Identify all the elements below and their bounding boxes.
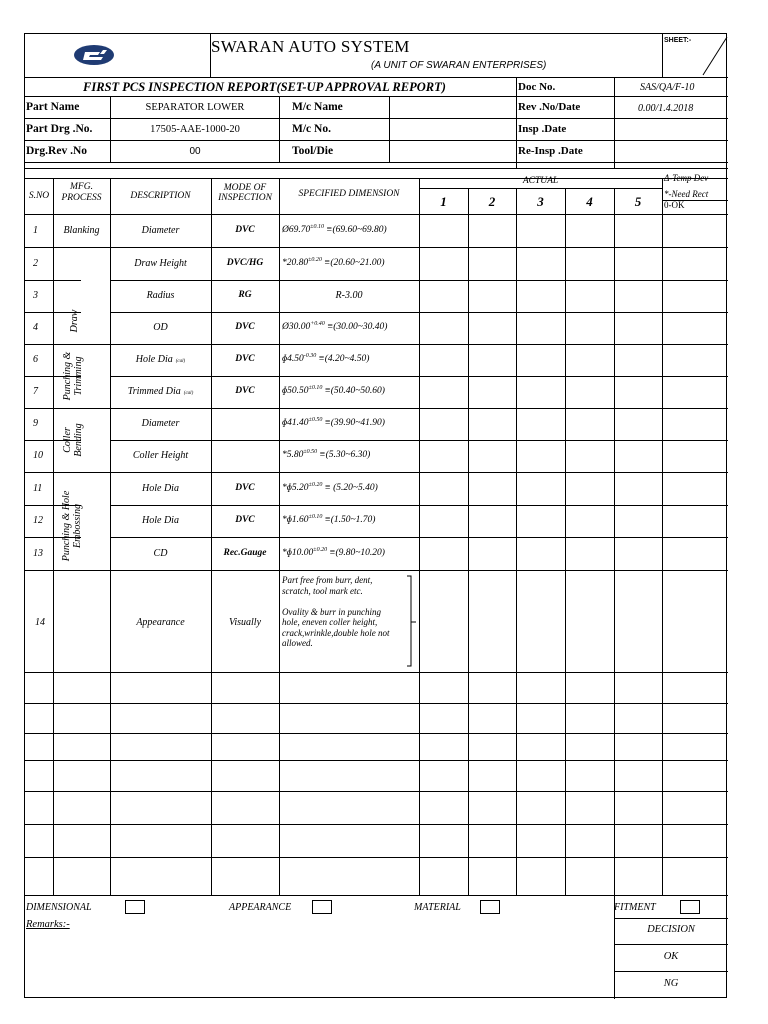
col-actual-5: 5: [634, 194, 642, 209]
fitment-checkbox[interactable]: [680, 900, 700, 914]
actual-cell-1[interactable]: [420, 345, 467, 375]
row14-spec-text: [282, 575, 412, 649]
actual-cell-4[interactable]: [566, 538, 613, 569]
appearance-checkbox[interactable]: [312, 900, 332, 914]
rule: [25, 824, 728, 825]
spec-range: ≡(30.00~30.40): [326, 322, 388, 332]
actual-cell-4[interactable]: [566, 313, 613, 343]
row-description: [110, 449, 211, 462]
col-mode-2: INSPECTION: [218, 193, 272, 203]
spec-nominal: *5.80: [282, 450, 304, 460]
spec-tolerance: ±0.50: [303, 449, 318, 455]
actual-cell-2[interactable]: [469, 441, 516, 471]
row-sno: 2: [33, 258, 38, 269]
row-spec: [282, 514, 375, 527]
row14-spec-line: hole, eneven coller height,: [282, 617, 378, 627]
row-description-note: (cal): [175, 359, 186, 364]
spec-range: ≡(9.80~10.20): [329, 548, 385, 558]
row-description: [110, 321, 211, 334]
actual-cell-3[interactable]: [517, 281, 564, 311]
rule: [211, 178, 212, 895]
row-mode: DVC/HG: [226, 258, 264, 268]
rule: [25, 77, 728, 78]
row14-spec-line: Ovality & burr in punching: [282, 606, 381, 617]
actual-cell-2[interactable]: [469, 281, 516, 311]
row-sno: 4: [33, 322, 38, 333]
mc-no-label: M/c No.: [292, 123, 331, 135]
rule: [25, 168, 728, 169]
footer-dimensional: DIMENSIONAL: [26, 902, 92, 913]
actual-cell-3[interactable]: [517, 215, 564, 246]
actual-cell-1[interactable]: [420, 538, 467, 569]
row14-spec-line: allowed.: [282, 638, 313, 648]
row-sno: 11: [33, 483, 43, 494]
actual-cell-5[interactable]: [615, 409, 662, 439]
rule: [25, 895, 728, 896]
row-sno: 9: [33, 418, 38, 429]
row-description-text: Diameter: [141, 418, 180, 429]
actual-cell-4[interactable]: [566, 441, 613, 471]
actual-cell-2[interactable]: [469, 313, 516, 343]
actual-cell-4[interactable]: [566, 345, 613, 375]
actual-cell-5[interactable]: [615, 441, 662, 471]
reinsp-date-label: Re-Insp .Date: [518, 145, 583, 157]
decision-ok[interactable]: OK: [663, 951, 679, 962]
row-sno: 7: [33, 386, 38, 397]
report-title: FIRST PCS INSPECTION REPORT(SET-UP APPROVAL REPORT): [83, 80, 446, 94]
row14-sno: 14: [35, 617, 45, 628]
spec-nominal: ɸ50.50: [282, 386, 309, 396]
actual-cell-1[interactable]: [420, 409, 467, 439]
rule: [279, 178, 280, 895]
spec-range: ≡(69.60~69.80): [326, 225, 387, 235]
row-mode: RG: [238, 290, 252, 300]
spec-range: ≡(1.50~1.70): [324, 515, 376, 525]
actual-cell-1[interactable]: [420, 248, 467, 279]
rule: [614, 918, 728, 919]
actual-cell-3[interactable]: [517, 506, 564, 536]
rule: [516, 77, 517, 168]
spec-nominal: *ɸ1.60: [282, 515, 309, 525]
spec-nominal: ɸ41.40: [282, 418, 309, 428]
row-description: [110, 257, 211, 270]
actual-cell-2[interactable]: [469, 506, 516, 536]
row-mode: DVC: [235, 386, 255, 396]
actual-cell-5[interactable]: [615, 345, 662, 375]
row14-spec-line: [282, 596, 412, 607]
rule: [25, 791, 728, 792]
col-actual-3: 3: [537, 194, 544, 209]
actual-cell-1[interactable]: [420, 281, 467, 311]
actual-cell-1[interactable]: [420, 473, 467, 504]
row-description-text: Trimmed Dia: [127, 386, 181, 397]
row-description-text: Diameter: [141, 225, 180, 236]
actual-cell-3[interactable]: [517, 409, 564, 439]
actual-cell-5[interactable]: [615, 538, 662, 569]
sheet-slash: [702, 36, 728, 76]
row-spec: [282, 353, 369, 366]
spec-range: ≡(20.60~21.00): [323, 258, 385, 268]
row-description-text: CD: [153, 548, 168, 559]
legend-temp-dev: Δ-Temp Dev: [664, 173, 709, 183]
spec-range: ≡(4.20~4.50): [318, 354, 370, 364]
actual-cell-3[interactable]: [517, 313, 564, 343]
col-description: DESCRIPTION: [130, 191, 191, 201]
spec-tolerance: ±0.20: [308, 482, 323, 488]
rev-value: 0.00/1.4.2018: [638, 103, 694, 114]
footer-material: MATERIAL: [414, 902, 461, 913]
actual-cell-2[interactable]: [469, 409, 516, 439]
row-description-text: OD: [153, 322, 168, 333]
spec-tolerance: +0.40: [310, 321, 325, 327]
actual-cell-3[interactable]: [517, 377, 564, 407]
row-mode: DVC: [235, 354, 255, 364]
row-spec: [282, 385, 385, 398]
row-sno: 13: [33, 548, 43, 559]
actual-cell-5[interactable]: [615, 281, 662, 311]
spec-nominal: *ɸ10.00: [282, 548, 314, 558]
actual-cell-4[interactable]: [566, 377, 613, 407]
insp-date-label: Insp .Date: [518, 123, 567, 135]
company-logo: [73, 44, 115, 66]
actual-cell-1[interactable]: [420, 215, 467, 246]
row14-spec-line: crack,wrinkle,double hole not: [282, 627, 390, 638]
row14-description: Appearance: [136, 617, 185, 628]
part-drg-label: Part Drg .No.: [26, 123, 93, 135]
process-punch-trim: Punching & Trimming: [62, 351, 84, 401]
tool-label: Tool/Die: [292, 145, 334, 157]
company-name: SWARAN AUTO SYSTEM: [211, 37, 410, 56]
actual-cell-3[interactable]: [517, 538, 564, 569]
process-punch-hole: Punching & Hole Embossing: [61, 490, 83, 562]
row-spec: [282, 482, 378, 495]
remarks-field[interactable]: [26, 932, 612, 996]
spec-nominal: ɸ4.50: [282, 354, 304, 364]
row14-spec-line: Part free from burr, dent,: [282, 575, 373, 585]
actual-cell-5[interactable]: [615, 506, 662, 536]
spec-range: ≡(50.40~50.60): [324, 386, 385, 396]
rule: [419, 188, 662, 189]
decision-label: DECISION: [647, 924, 695, 935]
actual-cell-5[interactable]: [615, 473, 662, 504]
actual-cell-2[interactable]: [469, 473, 516, 504]
actual-cell-4[interactable]: [566, 473, 613, 504]
rule: [25, 760, 728, 761]
row-spec: [282, 417, 385, 430]
spec-tolerance: ±0.10: [308, 385, 323, 391]
row-spec: [282, 321, 387, 334]
row14-bracket: [405, 574, 417, 670]
tool-field[interactable]: [390, 141, 516, 162]
actual-cell-4[interactable]: [566, 281, 613, 311]
rule: [25, 96, 728, 97]
rule: [110, 178, 111, 895]
row-mode: DVC: [235, 483, 255, 493]
row-sno: 10: [33, 450, 43, 461]
row-description: [110, 224, 211, 237]
actual-cell-1[interactable]: [420, 377, 467, 407]
process-coller: Coller Bending: [62, 423, 84, 457]
footer-appearance: APPEARANCE: [229, 902, 292, 913]
spec-tolerance: ±0.10: [308, 514, 323, 520]
actual-cell-5[interactable]: [615, 215, 662, 246]
rule: [25, 672, 728, 673]
drg-rev-label: Drg.Rev .No: [26, 145, 87, 157]
spec-range: ≡(39.90~41.90): [324, 418, 385, 428]
row-description: [110, 289, 211, 302]
row14-spec-line: scratch, tool mark etc.: [282, 585, 363, 596]
legend-need-rect: *-Need Rect: [664, 189, 709, 199]
rule: [25, 733, 728, 734]
row-spec: [282, 257, 385, 270]
actual-cell-3[interactable]: [517, 248, 564, 279]
actual-cell-5[interactable]: [615, 248, 662, 279]
doc-no-value: SAS/QA/F-10: [640, 82, 695, 93]
col-mfg-2: PROCESS: [61, 193, 102, 203]
inspection-sheet: [24, 33, 727, 998]
rule: [614, 944, 728, 945]
col-actual: ACTUAL: [522, 176, 559, 186]
rule: [662, 178, 663, 895]
actual-cell-2[interactable]: [469, 215, 516, 246]
drg-rev-value: 00: [189, 146, 201, 157]
row-sno: 12: [33, 515, 43, 526]
row-sno: 3: [33, 290, 38, 301]
legend-ok: 0-OK: [664, 200, 685, 210]
row-description-text: Hole Dia: [135, 354, 173, 365]
actual-cell-2[interactable]: [469, 377, 516, 407]
company-subtitle: (A UNIT OF SWARAN ENTERPRISES): [371, 60, 547, 71]
row-description: [110, 482, 211, 495]
col-actual-4: 4: [586, 194, 593, 209]
row-description: [110, 385, 211, 400]
row-description-text: Draw Height: [134, 258, 187, 269]
row-description: [110, 547, 211, 560]
row-spec: [282, 449, 370, 462]
insp-date-field[interactable]: [615, 119, 728, 140]
row-description-text: Hole Dia: [142, 483, 179, 494]
actual-cell-3[interactable]: [517, 441, 564, 471]
mc-name-label: M/c Name: [292, 101, 343, 113]
spec-nominal: *ɸ5.20: [282, 483, 309, 493]
decision-ng[interactable]: NG: [663, 978, 679, 989]
col-actual-2: 2: [488, 194, 496, 209]
spec-nominal: Ø30.00: [282, 322, 311, 332]
actual-cell-3[interactable]: [517, 345, 564, 375]
rule: [614, 971, 728, 972]
rule: [25, 162, 728, 163]
col-spec: SPECIFIED DIMENSION: [298, 189, 400, 199]
spec-tolerance: ±0.20: [313, 547, 328, 553]
actual-cell-2[interactable]: [469, 538, 516, 569]
actual-cell-5[interactable]: [615, 313, 662, 343]
part-name-value: SEPARATOR LOWER: [145, 102, 245, 113]
row-description-text: Hole Dia: [142, 515, 179, 526]
rule: [279, 96, 280, 162]
col-actual-1: 1: [440, 194, 447, 209]
process-draw: Draw: [69, 309, 80, 333]
doc-no-label: Doc No.: [518, 81, 556, 93]
rule: [53, 178, 54, 895]
row-sno: 1: [33, 225, 38, 236]
actual-cell-2[interactable]: [469, 345, 516, 375]
spec-range: ≡(5.30~6.30): [319, 450, 371, 460]
row-mode: DVC: [235, 225, 255, 235]
col-mode-1: MODE OF: [223, 183, 267, 193]
row-description: [110, 417, 211, 430]
spec-tolerance: ±0.10: [310, 224, 325, 230]
rule: [662, 34, 663, 77]
actual-cell-1[interactable]: [420, 313, 467, 343]
process-blanking: Blanking: [63, 225, 100, 236]
actual-cell-4[interactable]: [566, 215, 613, 246]
mc-no-field[interactable]: [390, 119, 516, 140]
spec-nominal: *20.80: [282, 258, 309, 268]
row-description-text: Coller Height: [132, 450, 189, 461]
actual-cell-4[interactable]: [566, 248, 613, 279]
mc-name-field[interactable]: [390, 97, 516, 118]
row-mode: DVC: [235, 322, 255, 332]
part-name-label: Part Name: [26, 101, 80, 113]
remarks-label: Remarks:-: [26, 919, 70, 930]
actual-cell-4[interactable]: [566, 409, 613, 439]
spec-tolerance: ±0.50: [308, 417, 323, 423]
row-spec: [282, 224, 387, 237]
actual-cell-1[interactable]: [420, 441, 467, 471]
actual-cell-3[interactable]: [517, 473, 564, 504]
row14-mode: Visually: [228, 617, 262, 628]
row-description-text: Radius: [146, 290, 175, 301]
actual-cell-2[interactable]: [469, 248, 516, 279]
dimensional-checkbox[interactable]: [125, 900, 145, 914]
reinsp-date-field[interactable]: [615, 141, 728, 162]
row-mode: Rec.Gauge: [223, 548, 267, 558]
spec-range: ≡ (5.20~5.40): [324, 483, 378, 493]
rule: [25, 857, 728, 858]
sheet-label: SHEET:-: [664, 37, 692, 44]
actual-cell-4[interactable]: [566, 506, 613, 536]
part-drg-value: 17505-AAE-1000-20: [150, 124, 240, 135]
row-description: [110, 514, 211, 527]
row-description-note: (cal): [183, 391, 194, 396]
material-checkbox[interactable]: [480, 900, 500, 914]
rev-label: Rev .No/Date: [518, 101, 581, 113]
row-sno: 6: [33, 354, 38, 365]
footer-fitment: FITMENT: [614, 902, 656, 913]
spec-tolerance: -0.30: [303, 353, 317, 359]
col-sno: S.NO: [28, 191, 50, 201]
rule: [25, 703, 728, 704]
spec-tolerance: ±0.20: [308, 257, 322, 263]
actual-cell-1[interactable]: [420, 506, 467, 536]
row-spec: [282, 547, 385, 560]
row-spec: R-3.00: [335, 290, 363, 301]
spec-nominal: Ø69.70: [282, 225, 311, 235]
col-mfg-1: MFG.: [70, 182, 93, 192]
actual-cell-5[interactable]: [615, 377, 662, 407]
row-mode: DVC: [235, 515, 255, 525]
rule: [25, 570, 728, 571]
row-description: [110, 353, 211, 368]
